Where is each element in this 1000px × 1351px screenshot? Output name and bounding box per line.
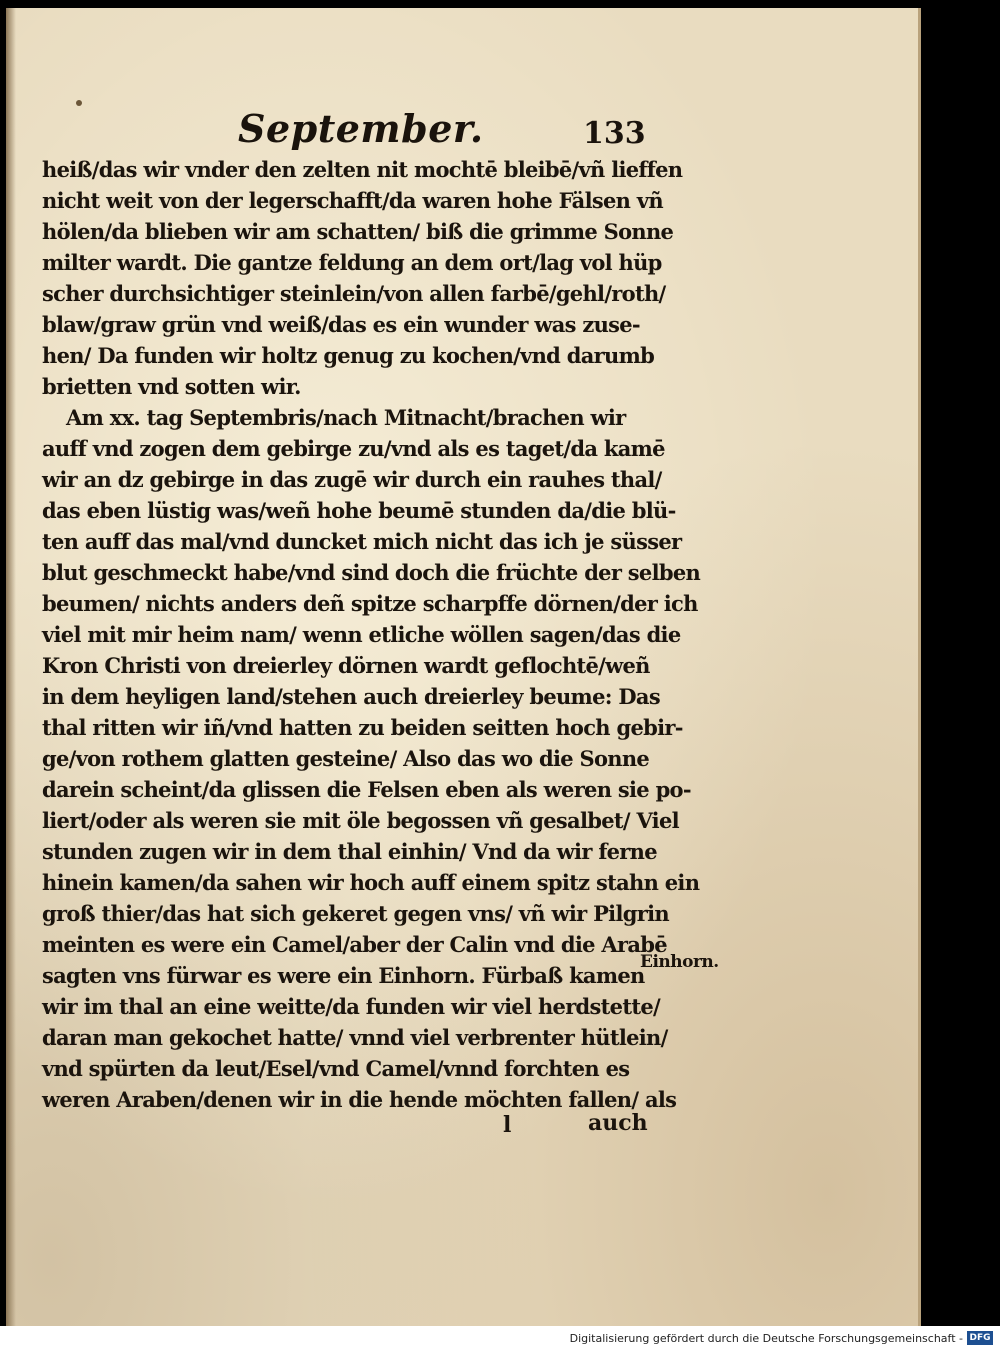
text-line: scher durchsichtiger steinlein/von allen farbē/gehl/roth/ (42, 281, 666, 306)
text-line: Kron Christi von dreierley dörnen wardt geflochtē/weñ (42, 653, 650, 678)
text-line: meinten es were ein Camel/aber der Calin vnd die Arabē (42, 932, 667, 957)
dfg-logo-icon: DFG (967, 1331, 993, 1345)
catchword: auch (588, 1110, 648, 1136)
text-line: hinein kamen/da sahen wir hoch auff einem spitz stahn ein (42, 870, 700, 895)
running-head: September. (238, 106, 484, 151)
text-line: darein scheint/da glissen die Felsen eben als weren sie po- (42, 777, 691, 802)
funding-credit: Digitalisierung gefördert durch die Deutsche Forschungsgemeinschaft - (569, 1332, 963, 1345)
text-block (42, 154, 701, 1115)
text-line: heiß/das wir vnder den zelten nit mochtē bleibē/vñ lieffen (42, 157, 683, 182)
text-line: milter wardt. Die gantze feldung an dem ort/lag vol hüp (42, 250, 662, 275)
text-line: brietten vnd sotten wir. (42, 374, 301, 399)
text-line: liert/oder als weren sie mit öle begossen vñ gesalbet/ Viel (42, 808, 679, 833)
text-line: blaw/graw grün vnd weiß/das es ein wunder was zuse- (42, 312, 640, 337)
text-line: viel mit mir heim nam/ wenn etliche wöllen sagen/das die (42, 622, 681, 647)
footer-bar (0, 1326, 1000, 1351)
text-line: wir an dz gebirge in das zugē wir durch ein rauhes thal/ (42, 467, 662, 492)
ink-spot (76, 100, 82, 106)
text-line: nicht weit von der legerschafft/da waren hohe Fälsen vñ (42, 188, 663, 213)
signature-mark: l (503, 1112, 512, 1138)
text-line: weren Araben/denen wir in die hende möchten fallen/ als (42, 1087, 677, 1112)
text-line: Am xx. tag Septembris/nach Mitnacht/brachen wir (66, 405, 626, 430)
text-line: ge/von rothem glatten gesteine/ Also das wo die Sonne (42, 746, 650, 771)
text-line: beumen/ nichts anders deñ spitze scharpffe dörnen/der ich (42, 591, 698, 616)
text-line: in dem heyligen land/stehen auch dreierley beume: Das (42, 684, 660, 709)
text-line: groß thier/das hat sich gekeret gegen vns/ vñ wir Pilgrin (42, 901, 669, 926)
page-number: 133 (583, 116, 646, 151)
text-line: thal ritten wir iñ/vnd hatten zu beiden seitten hoch gebir- (42, 715, 683, 740)
text-line: stunden zugen wir in dem thal einhin/ Vnd da wir ferne (42, 839, 657, 864)
text-line: ten auff das mal/vnd duncket mich nicht das ich je süsser (42, 529, 682, 554)
text-line: hölen/da blieben wir am schatten/ biß die grimme Sonne (42, 219, 674, 244)
text-line: das eben lüstig was/weñ hohe beumē stunden da/die blü- (42, 498, 676, 523)
text-line: hen/ Da funden wir holtz genug zu kochen/vnd darumb (42, 343, 655, 368)
text-line: blut geschmeckt habe/vnd sind doch die früchte der selben (42, 560, 701, 585)
text-line: daran man gekochet hatte/ vnnd viel verbrenter hütlein/ (42, 1025, 668, 1050)
text-line: wir im thal an eine weitte/da funden wir viel herdstette/ (42, 994, 660, 1019)
book-page (6, 8, 921, 1326)
margin-note: Einhorn. (640, 952, 719, 972)
text-line: sagten vns fürwar es were ein Einhorn. Fürbaß kamen (42, 963, 645, 988)
text-line: auff vnd zogen dem gebirge zu/vnd als es taget/da kamē (42, 436, 665, 461)
text-line: vnd spürten da leut/Esel/vnd Camel/vnnd forchten es (42, 1056, 630, 1081)
